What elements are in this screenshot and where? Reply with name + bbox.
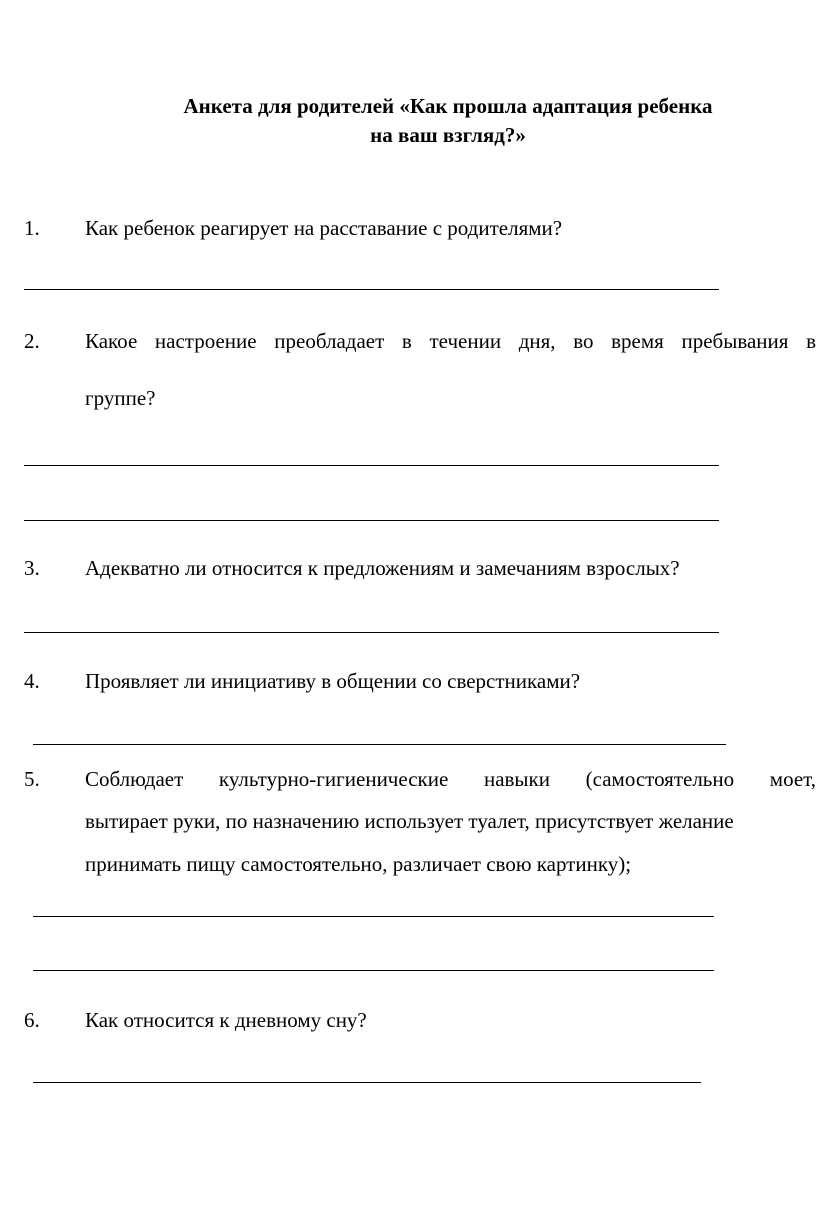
question-number: 1.	[24, 216, 40, 240]
answer-line[interactable]	[24, 520, 719, 521]
question-text: Какое настроение преобладает в течении дня, во время пребывания в	[85, 329, 816, 353]
question-text: Проявляет ли инициативу в общении со сверстниками?	[85, 669, 581, 693]
question-text: Соблюдает культурно-гигиенические навыки (самостоятельно моет,	[85, 767, 816, 791]
title-line-2: на ваш взгляд?»	[370, 123, 526, 147]
question-number: 2.	[24, 329, 40, 353]
title-line-1: Анкета для родителей «Как прошла адаптация ребенка	[183, 94, 713, 118]
answer-line[interactable]	[24, 465, 719, 466]
question-text: Как ребенок реагирует на расставание с родителями?	[85, 216, 563, 240]
answer-line[interactable]	[33, 744, 726, 745]
answer-line[interactable]	[33, 916, 714, 917]
question-text-continued: принимать пищу самостоятельно, различает свою картинку);	[85, 852, 632, 876]
question-text-continued: вытирает руки, по назначению использует туалет, присутствует желание	[85, 809, 734, 833]
page-title	[0, 92, 816, 150]
answer-line[interactable]	[33, 970, 714, 971]
question-number: 3.	[24, 556, 40, 580]
question-number: 4.	[24, 669, 40, 693]
answer-line[interactable]	[33, 1082, 701, 1083]
question-text-continued: группе?	[85, 386, 156, 410]
question-text: Адекватно ли относится к предложениям и замечаниям взрослых?	[85, 556, 680, 580]
question-number: 5.	[24, 767, 40, 791]
answer-line[interactable]	[24, 632, 719, 633]
question-number: 6.	[24, 1008, 40, 1032]
answer-line[interactable]	[24, 289, 719, 290]
question-text: Как относится к дневному сну?	[85, 1008, 367, 1032]
